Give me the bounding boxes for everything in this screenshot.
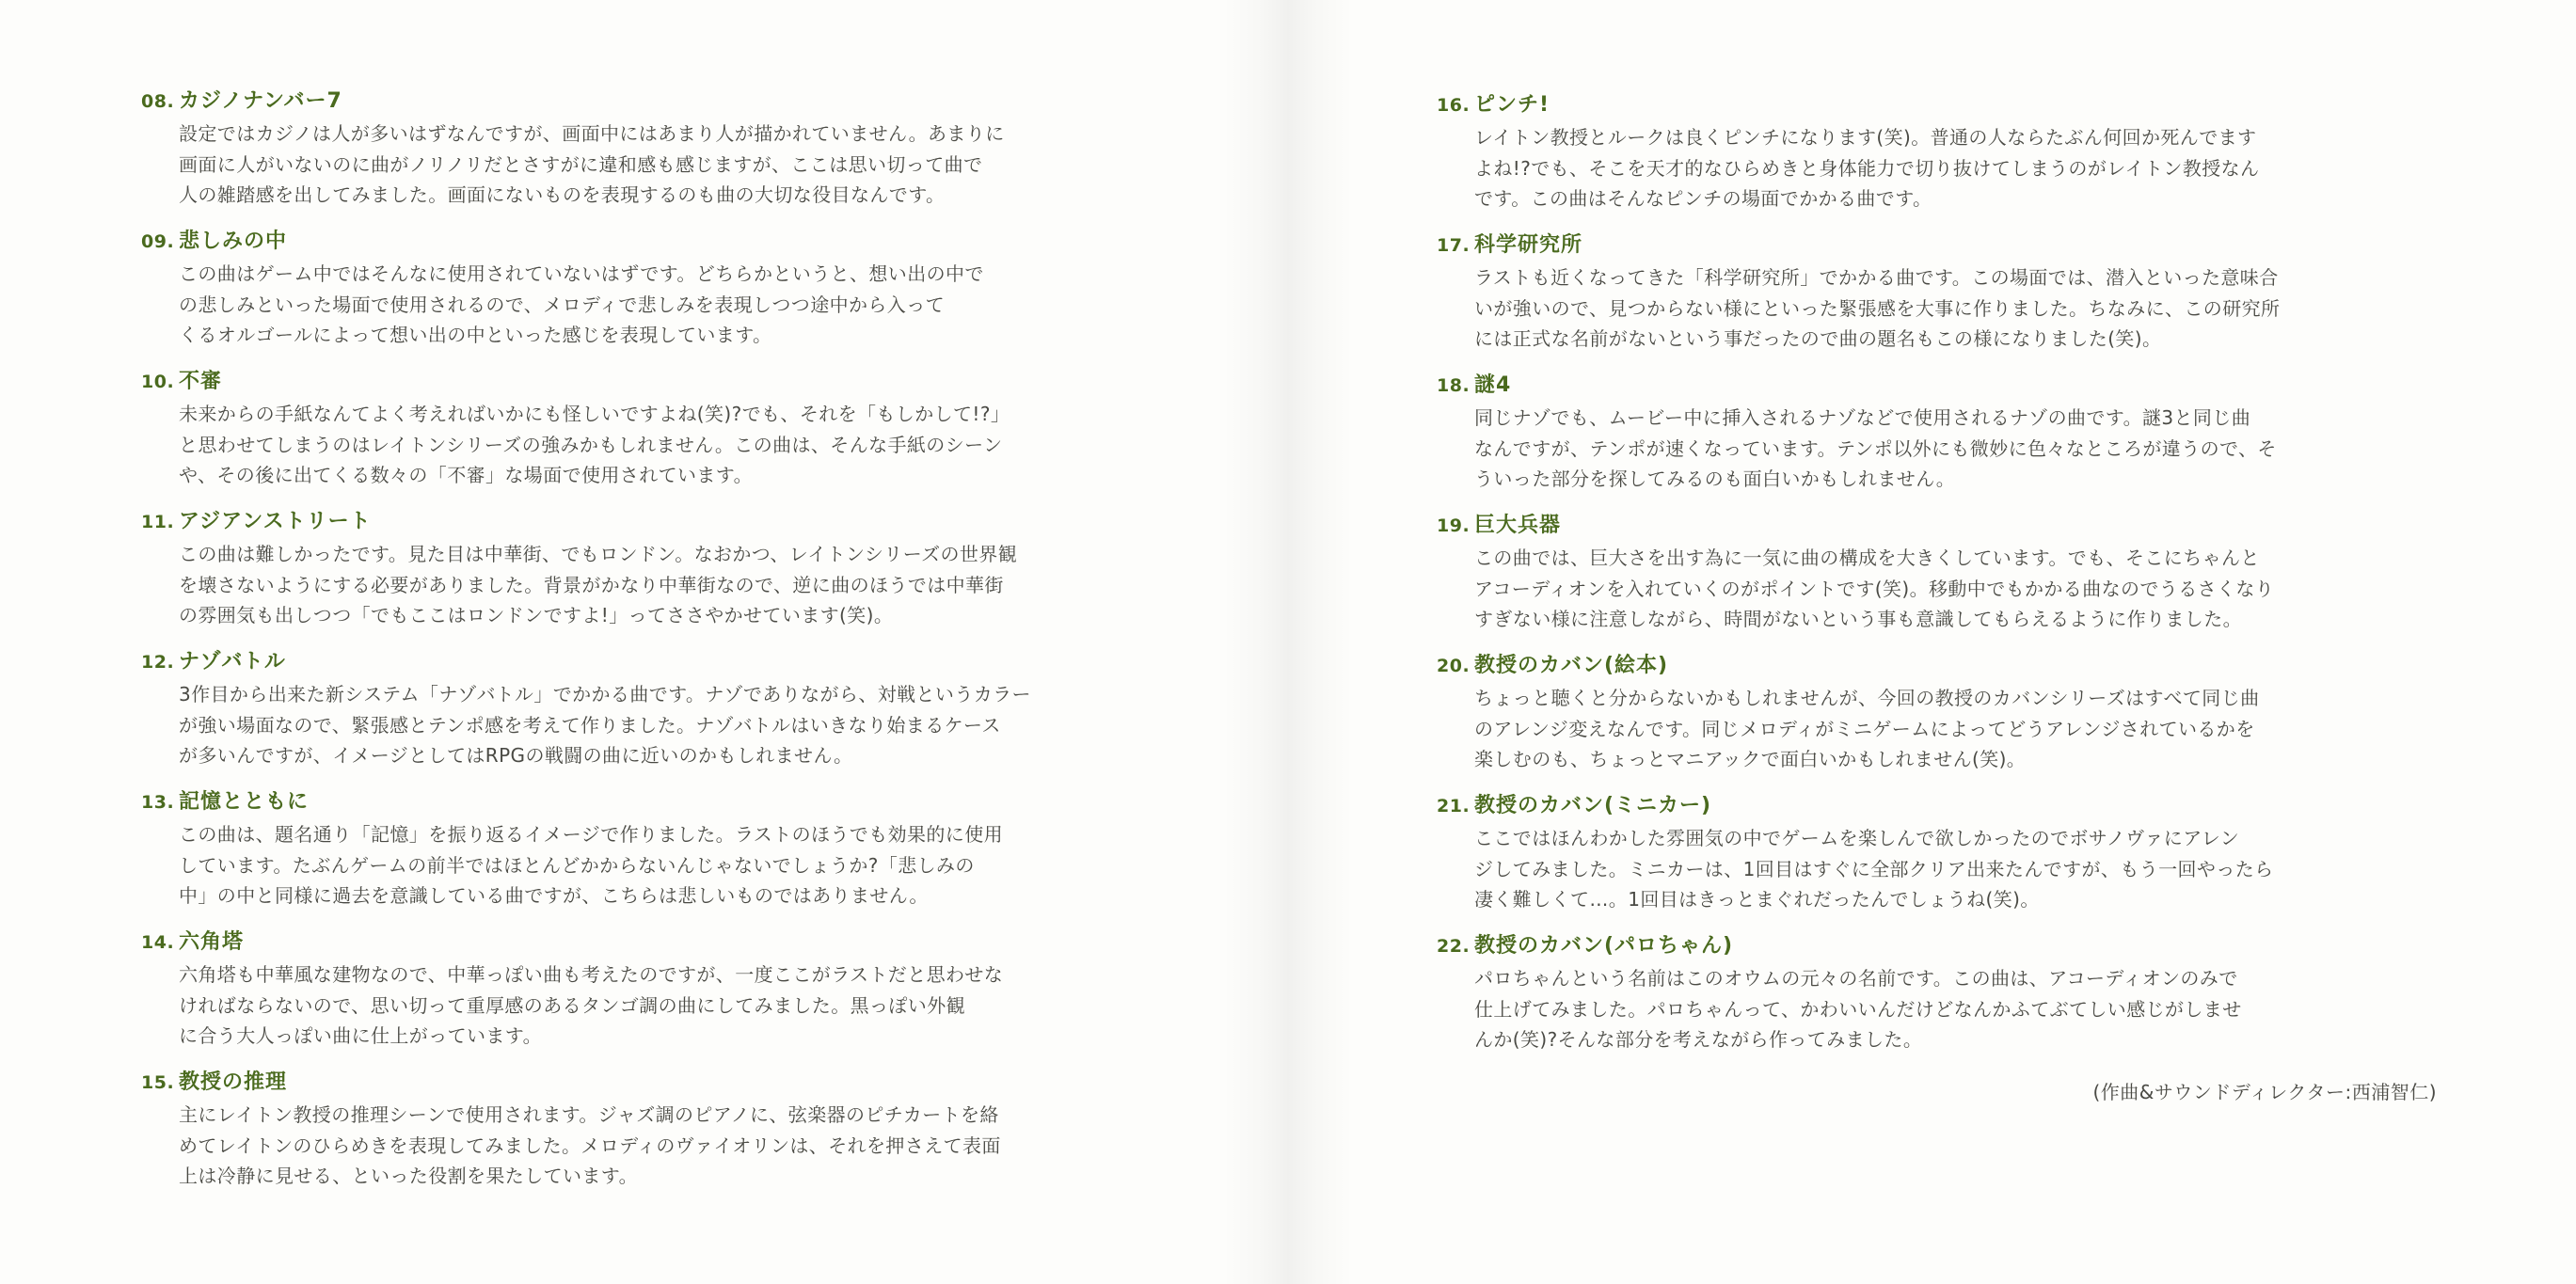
- description-line: の悲しみといった場面で使用されるので、メロディで悲しみを表現しつつ途中から入って: [179, 293, 945, 316]
- track-number: 09.: [141, 231, 175, 252]
- description-line: 楽しむのも、ちょっとマニアックで面白いかもしれません(笑)。: [1474, 748, 2027, 770]
- track-description: [179, 679, 1129, 771]
- track-entry: [141, 365, 1129, 505]
- track-description: [1474, 403, 2434, 495]
- description-line: 仕上げてみました。パロちゃんって、かわいいんだけどなんかふてぶてしい感じがしませ: [1474, 997, 2242, 1021]
- right-page: [1288, 0, 2576, 1284]
- description-line: この曲は難しかったです。見た目は中華街、でもロンドン。なおかつ、レイトンシリーズの世界観: [179, 543, 1018, 565]
- description-line: の雰囲気も出しつつ「でもここはロンドンですよ!」ってささやかせています(笑)。: [179, 604, 894, 626]
- track-entry: [141, 926, 1129, 1066]
- track-title: 謎4: [1474, 373, 1512, 397]
- track-title: 教授の推理: [179, 1070, 288, 1094]
- track-entry: [1437, 88, 2434, 229]
- track-description: [1474, 823, 2434, 915]
- track-number: 16.: [1437, 95, 1471, 116]
- track-heading: [141, 645, 1129, 679]
- track-heading: [141, 225, 1129, 259]
- description-line: と思わせてしまうのはレイトンシリーズの強みかもしれません。この曲は、そんな手紙のシーン: [179, 433, 1003, 456]
- track-entry: [141, 505, 1129, 645]
- track-description: [179, 959, 1129, 1052]
- description-line: 未来からの手紙なんてよく考えればいかにも怪しいですよね(笑)?でも、それを「もしかして!?」: [179, 403, 1010, 425]
- track-entry: [141, 1066, 1129, 1206]
- track-heading: [1437, 929, 2434, 963]
- track-number: 11.: [141, 512, 175, 532]
- track-description: [179, 819, 1129, 911]
- description-line: しています。たぶんゲームの前半ではほとんどかからないんじゃないでしょうか?「悲しみの: [179, 853, 975, 877]
- track-number: 18.: [1437, 375, 1471, 396]
- description-line: には正式な名前がないという事だったので曲の題名もこの様になりました(笑)。: [1474, 327, 2162, 350]
- description-line: ければならないので、思い切って重厚感のあるタンゴ調の曲にしてみました。黒っぽい外観: [179, 993, 965, 1017]
- track-entry: [1437, 369, 2434, 509]
- description-line: 3作目から出来た新システム「ナゾバトル」でかかる曲です。ナゾでありながら、対戦というカラー: [179, 683, 1031, 705]
- track-entry: [141, 785, 1129, 926]
- track-number: 12.: [141, 652, 175, 673]
- description-line: 上は冷静に見せる、といった役割を果たしています。: [179, 1165, 638, 1187]
- track-heading: [141, 785, 1129, 819]
- description-line: ちょっと聴くと分からないかもしれませんが、今回の教授のカバンシリーズはすべて同じ曲: [1474, 687, 2260, 709]
- track-description: [1474, 683, 2434, 775]
- description-line: 凄く難しくて…。1回目はきっとまぐれだったんでしょうね(笑)。: [1474, 888, 2040, 911]
- description-line: よね!?でも、そこを天才的なひらめきと身体能力で切り抜けてしまうのがレイトン教授なん: [1474, 156, 2260, 180]
- description-line: んか(笑)?そんな部分を考えながら作ってみました。: [1474, 1028, 1923, 1051]
- track-number: 22.: [1437, 936, 1471, 957]
- track-title: 教授のカバン(ミニカー): [1474, 794, 1712, 817]
- track-description: [179, 259, 1129, 351]
- track-number: 17.: [1437, 235, 1471, 256]
- track-description: [179, 399, 1129, 491]
- track-heading: [141, 505, 1129, 539]
- track-number: 15.: [141, 1072, 175, 1093]
- description-line: 主にレイトン教授の推理シーンで使用されます。ジャズ調のピアノに、弦楽器のピチカートを絡: [179, 1103, 999, 1126]
- track-description: [179, 119, 1129, 211]
- track-number: 10.: [141, 372, 175, 392]
- track-title: ピンチ!: [1474, 93, 1550, 117]
- track-title: 教授のカバン(パロちゃん): [1474, 934, 1734, 958]
- track-heading: [1437, 509, 2434, 543]
- description-line: を壊さないようにする必要がありました。背景がかなり中華街なので、逆に曲のほうでは中華街: [179, 573, 1004, 596]
- track-entry: [141, 645, 1129, 785]
- description-line: です。この曲はそんなピンチの場面でかかる曲です。: [1474, 187, 1932, 210]
- description-line: に合う大人っぽい曲に仕上がっています。: [179, 1024, 542, 1047]
- track-entry: [1437, 789, 2434, 929]
- composer-credit: (作曲&サウンドディレクター:西浦智仁): [2092, 1081, 2437, 1103]
- description-line: 中」の中と同様に過去を意識している曲ですが、こちらは悲しいものではありません。: [179, 884, 929, 907]
- description-line: ジしてみました。ミニカーは、1回目はすぐに全部クリア出来たんですが、もう一回やったら: [1474, 857, 2274, 880]
- track-title: 悲しみの中: [179, 230, 288, 253]
- description-line: いが強いので、見つからない様にといった緊張感を大事に作りました。ちなみに、この研究所: [1474, 296, 2281, 320]
- track-description: [1474, 543, 2434, 635]
- description-line: や、その後に出てくる数々の「不審」な場面で使用されています。: [179, 464, 753, 486]
- description-line: くるオルゴールによって想い出の中といった感じを表現しています。: [179, 324, 772, 346]
- track-title: 六角塔: [179, 930, 245, 954]
- track-title: 巨大兵器: [1474, 514, 1562, 537]
- description-line: 六角塔も中華風な建物なので、中華っぽい曲も考えたのですが、一度ここがラストだと思わせな: [179, 963, 1004, 986]
- track-description: [179, 1100, 1129, 1192]
- track-title: 記憶とともに: [179, 790, 310, 814]
- track-list-left: [141, 85, 1129, 1206]
- track-number: 19.: [1437, 515, 1471, 536]
- track-title: カジノナンバー7: [179, 89, 342, 113]
- track-description: [1474, 122, 2434, 214]
- track-entry: [1437, 229, 2434, 369]
- track-description: [179, 539, 1129, 631]
- track-description: [1474, 262, 2434, 355]
- description-line: パロちゃんという名前はこのオウムの元々の名前です。この曲は、アコーディオンのみで: [1474, 967, 2238, 990]
- description-line: アコーディオンを入れていくのがポイントです(笑)。移動中でもかかる曲なのでうるさくなり: [1474, 577, 2275, 600]
- track-list-right: [1437, 88, 2434, 1070]
- description-line: のアレンジ変えなんです。同じメロディがミニゲームによってどうアレンジされているかを: [1474, 717, 2255, 740]
- track-number: 20.: [1437, 656, 1471, 676]
- description-line: レイトン教授とルークは良くピンチになります(笑)。普通の人ならたぶん何回か死んでます: [1474, 126, 2257, 149]
- description-line: この曲は、題名通り「記憶」を振り返るイメージで作りました。ラストのほうでも効果的に使用: [179, 823, 1003, 846]
- track-title: 科学研究所: [1474, 233, 1583, 257]
- description-line: 設定ではカジノは人が多いはずなんですが、画面中にはあまり人が描かれていません。あまりに: [179, 122, 1005, 145]
- description-line: この曲では、巨大さを出す為に一気に曲の構成を大きくしています。でも、そこにちゃんと: [1474, 547, 2260, 569]
- description-line: ラストも近くなってきた「科学研究所」でかかる曲です。この場面では、潜入といった意味合: [1474, 266, 2279, 289]
- track-entry: [1437, 509, 2434, 649]
- track-heading: [141, 85, 1129, 119]
- track-heading: [1437, 88, 2434, 122]
- track-title: 不審: [179, 370, 223, 393]
- track-description: [1474, 963, 2434, 1055]
- description-line: が強い場面なので、緊張感とテンポ感を考えて作りました。ナゾバトルはいきなり始まるケース: [179, 713, 1001, 737]
- track-number: 13.: [141, 792, 175, 813]
- description-line: 人の雑踏感を出してみました。画面にないものを表現するのも曲の大切な役目なんです。: [179, 183, 946, 206]
- track-entry: [1437, 649, 2434, 789]
- track-heading: [141, 1066, 1129, 1100]
- track-heading: [1437, 789, 2434, 823]
- track-title: アジアンストリート: [179, 510, 372, 533]
- track-title: 教授のカバン(絵本): [1474, 654, 1669, 677]
- track-entry: [141, 85, 1129, 225]
- track-heading: [141, 926, 1129, 959]
- track-heading: [1437, 649, 2434, 683]
- track-entry: [1437, 929, 2434, 1070]
- description-line: が多いんですが、イメージとしてはRPGの戦闘の曲に近いのかもしれません。: [179, 744, 853, 767]
- track-heading: [141, 365, 1129, 399]
- track-entry: [141, 225, 1129, 365]
- description-line: 同じナゾでも、ムービー中に挿入されるナゾなどで使用されるナゾの曲です。謎3と同じ曲: [1474, 406, 2251, 429]
- description-line: この曲はゲーム中ではそんなに使用されていないはずです。どちらかというと、想い出の中で: [179, 262, 984, 285]
- description-line: ういった部分を探してみるのも面白いかもしれません。: [1474, 468, 1956, 490]
- track-heading: [1437, 229, 2434, 262]
- description-line: めてレイトンのひらめきを表現してみました。メロディのヴァイオリンは、それを押さえて表面: [179, 1133, 1001, 1157]
- track-number: 14.: [141, 932, 175, 953]
- description-line: ここではほんわかした雰囲気の中でゲームを楽しんで欲しかったのでボサノヴァにアレン: [1474, 827, 2240, 849]
- track-title: ナゾバトル: [179, 650, 286, 674]
- track-number: 21.: [1437, 796, 1471, 816]
- track-number: 08.: [141, 91, 175, 112]
- description-line: なんですが、テンポが速くなっています。テンポ以外にも微妙に色々なところが違うので、そ: [1474, 436, 2277, 460]
- description-line: 画面に人がいないのに曲がノリノリだとさすがに違和感も感じますが、ここは思い切って曲で: [179, 152, 983, 176]
- track-heading: [1437, 369, 2434, 403]
- description-line: すぎない様に注意しながら、時間がないという事も意識してもらえるように作りました。: [1474, 608, 2242, 630]
